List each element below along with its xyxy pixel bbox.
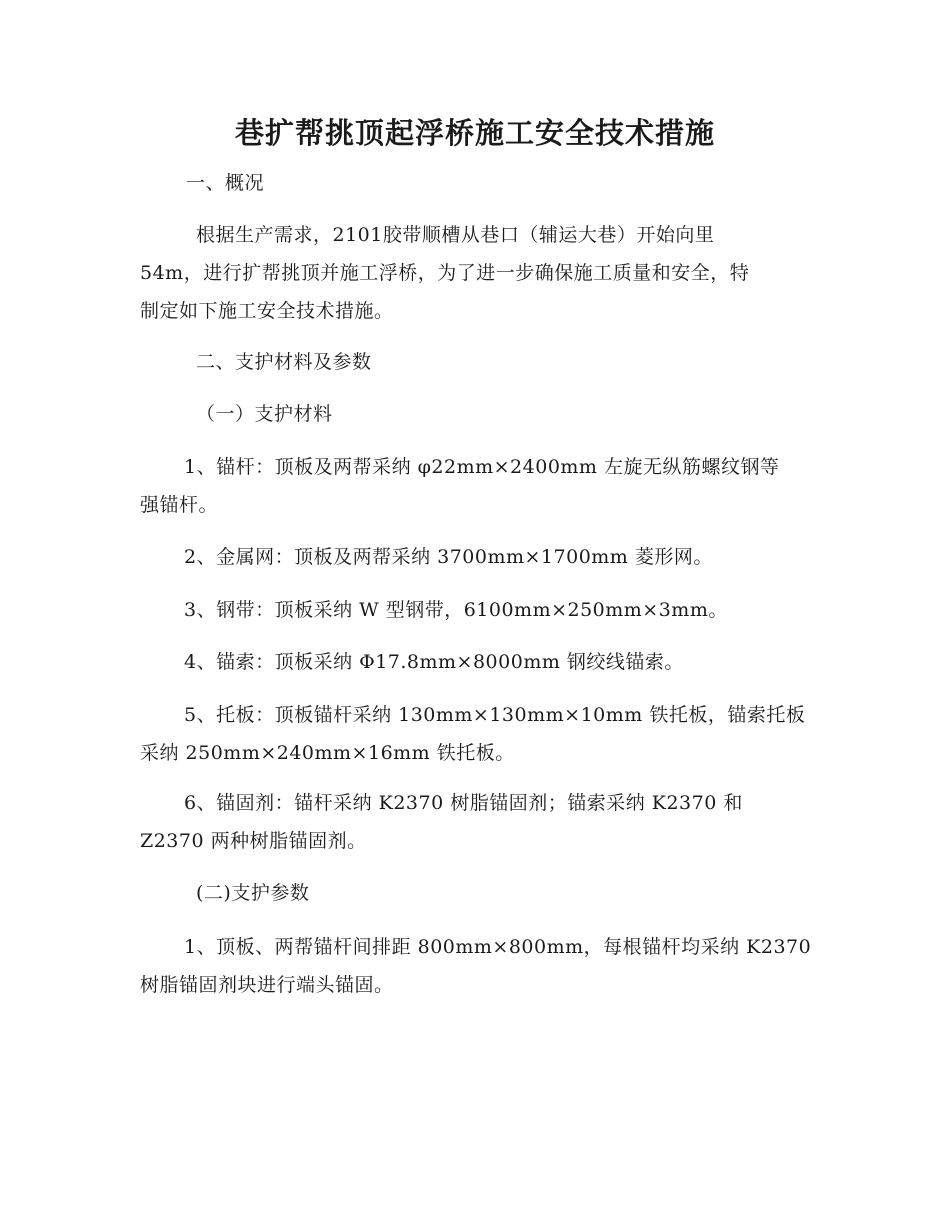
subsection-heading-text: （一）支护材料: [196, 403, 333, 425]
subsection-heading-text: (二)支护参数: [196, 882, 310, 904]
paragraph-line: 制定如下施工安全技术措施。: [140, 300, 394, 322]
material-item-4: [140, 643, 820, 681]
paragraph-line: 2、金属网：顶板及两帮采纳 3700mm×1700mm 菱形网。: [184, 546, 713, 568]
paragraph-line: 1、锚杆：顶板及两帮采纳 φ22mm×2400mm 左旋无纵筋螺纹钢等: [184, 456, 780, 478]
subsection-heading-materials: [140, 395, 876, 433]
param-item-1: [140, 928, 820, 1004]
paragraph-line: 根据生产需求，2101胶带顺槽从巷口（辅运大巷）开始向里: [196, 224, 715, 246]
paragraph-line: Z2370 两种树脂锚固剂。: [140, 830, 367, 852]
paragraph-line: 6、锚固剂：锚杆采纳 K2370 树脂锚固剂；锚索采纳 K2370 和: [184, 792, 743, 814]
paragraph-line: 1、顶板、两帮锚杆间排距 800mm×800mm，每根锚杆均采纳 K2370: [184, 936, 812, 958]
material-item-3: [140, 591, 820, 629]
paragraph-line: 5、托板：顶板锚杆采纳 130mm×130mm×10mm 铁托板，锚索托板: [184, 704, 806, 726]
material-item-1: [140, 448, 820, 524]
section-heading-text: 一、概况: [186, 172, 265, 194]
paragraph-line: 强锚杆。: [140, 494, 219, 516]
section-heading-text: 二、支护材料及参数: [196, 351, 372, 373]
material-item-6: [140, 784, 820, 860]
material-item-2: [140, 538, 820, 576]
paragraph-line: 采纳 250mm×240mm×16mm 铁托板。: [140, 742, 515, 764]
subsection-heading-params: [140, 874, 876, 912]
paragraph-line: 3、钢带：顶板采纳 W 型钢带，6100mm×250mm×3mm。: [184, 599, 728, 621]
paragraph-line: 4、锚索：顶板采纳 Φ17.8mm×8000mm 钢绞线锚索。: [184, 651, 684, 673]
section-heading-materials-params: [140, 343, 876, 381]
overview-paragraph: [140, 216, 820, 330]
document-title: 巷扩帮挑顶起浮桥施工安全技术措施: [234, 116, 715, 150]
paragraph-line: 54m，进行扩帮挑顶并施工浮桥，为了进一步确保施工质量和安全，特: [140, 262, 750, 284]
paragraph-line: 树脂锚固剂块进行端头锚固。: [140, 974, 394, 996]
material-item-5: [140, 696, 820, 772]
section-heading-overview: [140, 164, 866, 202]
